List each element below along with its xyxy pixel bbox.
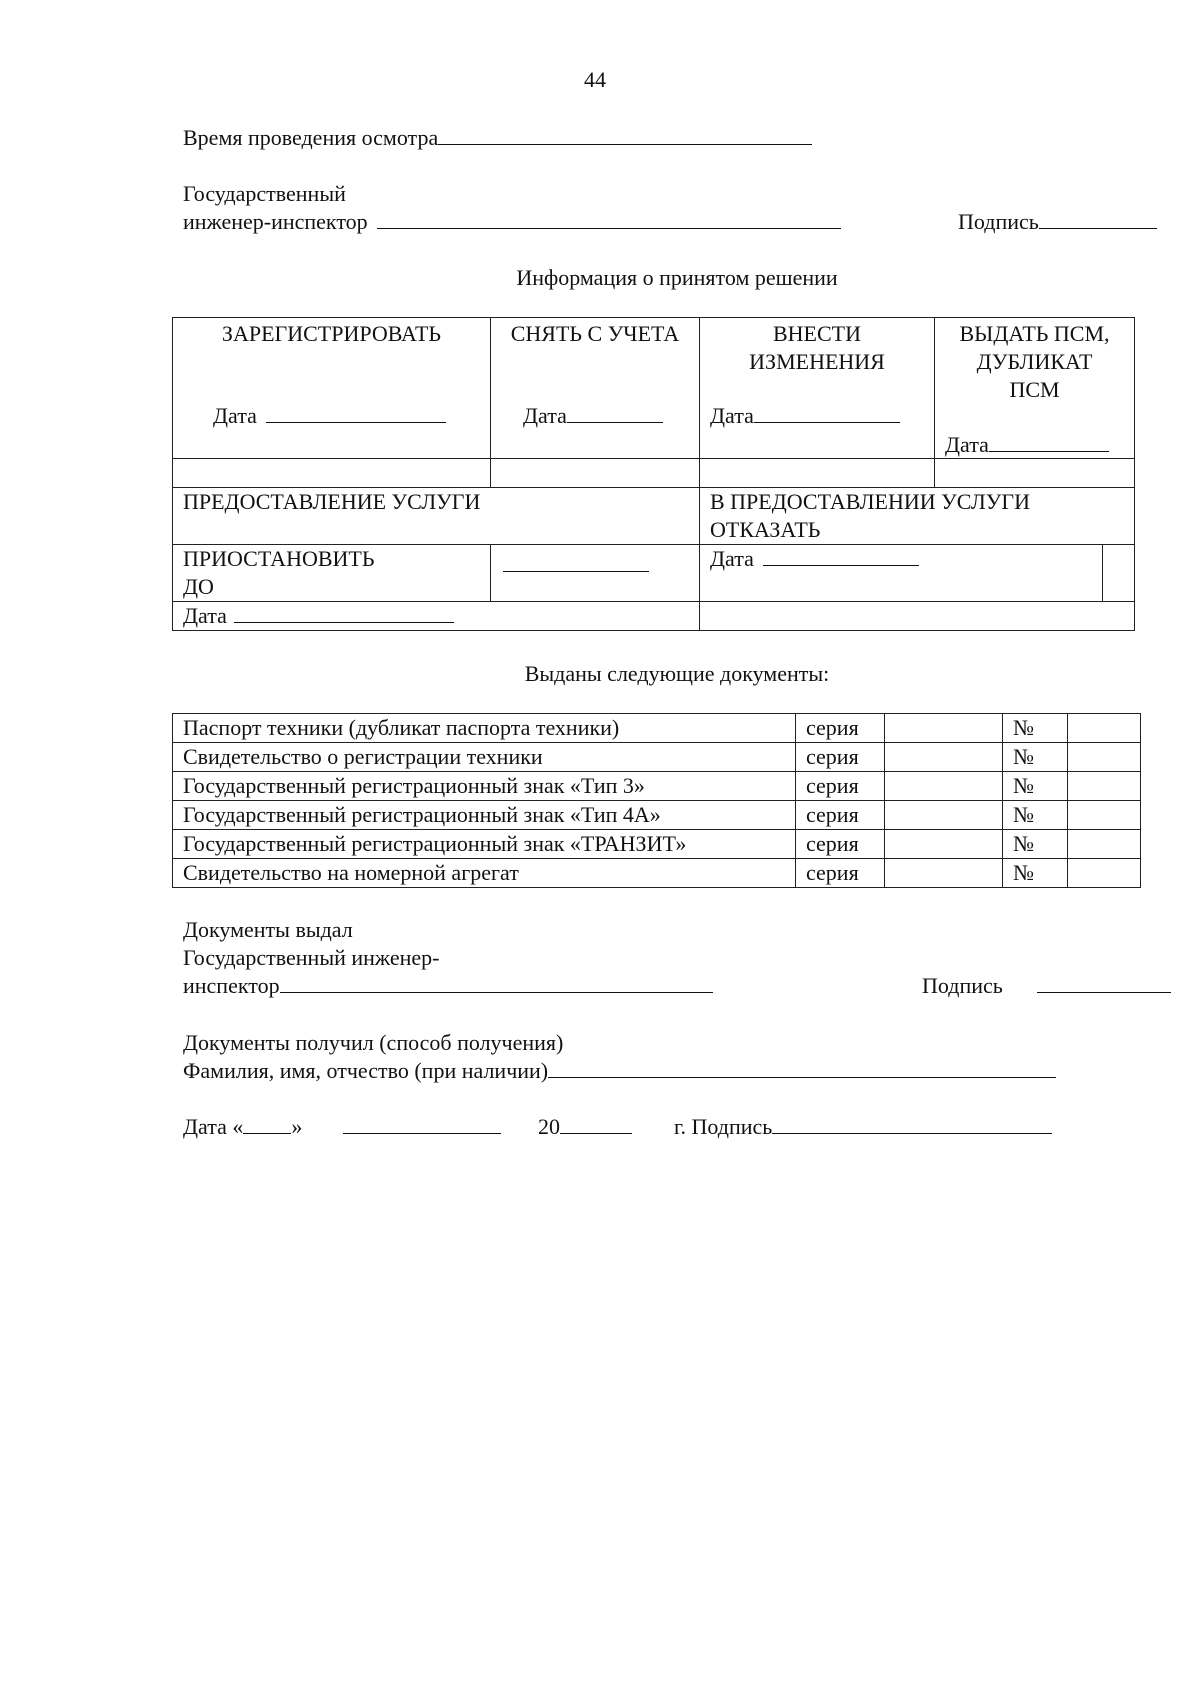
document-row [173, 772, 1141, 801]
document-name: Государственный регистрационный знак «Тип 3» [173, 772, 796, 801]
inspection-time-label: Время проведения осмотра [183, 125, 439, 150]
footer-date-prefix: Дата « [183, 1114, 244, 1139]
footer-signature-row [674, 1113, 1052, 1141]
refuse-date-field[interactable] [763, 547, 919, 566]
document-name: Паспорт техники (дубликат паспорта техники) [173, 714, 796, 743]
refuse-extra-cell[interactable] [1103, 545, 1135, 602]
footer-signature-label: г. Подпись [674, 1114, 773, 1139]
footer-date-row [183, 1113, 302, 1141]
series-label: серия [796, 859, 885, 888]
footer-day-field[interactable] [243, 1115, 291, 1134]
register-check-cell[interactable] [173, 459, 491, 488]
issue-psm-heading-line2: ДУБЛИКАТ [976, 349, 1093, 374]
service-refuse-line2: ОТКАЗАТЬ [710, 517, 821, 542]
series-value-field[interactable] [885, 859, 1003, 888]
footer-date-close: » [291, 1114, 303, 1139]
issue-psm-check-cell[interactable] [935, 459, 1135, 488]
inspection-time-row [183, 124, 812, 152]
issue-psm-cell [935, 318, 1135, 459]
issued-title: Выданы следующие документы: [524, 661, 830, 686]
suspend-date-label: Дата [183, 603, 227, 628]
number-value-field[interactable] [1068, 801, 1141, 830]
document-row [173, 859, 1141, 888]
inspector-name-field[interactable] [377, 210, 841, 229]
refuse-date-label: Дата [710, 546, 754, 571]
number-value-field[interactable] [1068, 714, 1141, 743]
document-name: Государственный регистрационный знак «Тип 4А» [173, 801, 796, 830]
inspector-row [183, 208, 841, 236]
issue-psm-date-field[interactable] [989, 433, 1109, 452]
register-date-field[interactable] [266, 404, 446, 423]
number-label: № [1003, 859, 1068, 888]
series-label: серия [796, 714, 885, 743]
footer-signature-field[interactable] [772, 1115, 1052, 1134]
deregister-heading: СНЯТЬ С УЧЕТА [510, 321, 680, 346]
document-name: Свидетельство о регистрации техники [173, 743, 796, 772]
number-value-field[interactable] [1068, 830, 1141, 859]
document-row [173, 830, 1141, 859]
refuse-date-cell [700, 545, 1103, 602]
suspend-until-cell [491, 545, 700, 602]
issuer-signature-field[interactable] [1037, 974, 1171, 993]
register-heading: ЗАРЕГИСТРИРОВАТЬ [221, 321, 442, 346]
series-value-field[interactable] [885, 714, 1003, 743]
document-row [173, 743, 1141, 772]
number-label: № [1003, 801, 1068, 830]
document-row [173, 801, 1141, 830]
deregister-cell [491, 318, 700, 459]
decision-table [172, 317, 1135, 631]
modify-date-label: Дата [710, 403, 754, 428]
series-label: серия [796, 743, 885, 772]
suspend-date-cell [173, 602, 700, 631]
issue-psm-date-label: Дата [945, 432, 989, 457]
document-name: Свидетельство на номерной агрегат [173, 859, 796, 888]
register-cell [173, 318, 491, 459]
suspend-cell [173, 545, 491, 602]
number-label: № [1003, 830, 1068, 859]
inspector-signature-row [958, 208, 1157, 236]
modify-cell [700, 318, 935, 459]
modify-check-cell[interactable] [700, 459, 935, 488]
suspend-line1: ПРИОСТАНОВИТЬ [183, 546, 375, 571]
issued-documents-table [172, 713, 1141, 888]
footer-year-row [538, 1113, 632, 1141]
series-label: серия [796, 801, 885, 830]
service-provision-label: ПРЕДОСТАВЛЕНИЕ УСЛУГИ [183, 489, 481, 514]
deregister-date-field[interactable] [567, 404, 663, 423]
inspection-time-field[interactable] [438, 126, 812, 145]
suspend-date-field[interactable] [234, 604, 454, 623]
issuer-line3: инспектор [183, 973, 280, 998]
series-value-field[interactable] [885, 772, 1003, 801]
number-value-field[interactable] [1068, 743, 1141, 772]
issuer-signature-field-wrap [1037, 972, 1171, 1000]
document-name: Государственный регистрационный знак «ТРАНЗИТ» [173, 830, 796, 859]
inspector-label-line2: инженер-инспектор [183, 209, 368, 234]
issuer-line2: Государственный инженер- [183, 945, 440, 970]
receiver-line1: Документы получил (способ получения) [183, 1030, 564, 1055]
number-value-field[interactable] [1068, 772, 1141, 801]
number-label: № [1003, 772, 1068, 801]
page-number: 44 [584, 67, 606, 92]
issue-psm-heading-line3: ПСМ [1009, 377, 1060, 402]
receiver-name-field[interactable] [548, 1059, 1056, 1078]
inspector-signature-label: Подпись [958, 209, 1039, 234]
modify-heading-line1: ВНЕСТИ [773, 321, 861, 346]
modify-date-field[interactable] [754, 404, 900, 423]
document-row [173, 714, 1141, 743]
series-value-field[interactable] [885, 830, 1003, 859]
series-label: серия [796, 830, 885, 859]
modify-heading-line2: ИЗМЕНЕНИЯ [749, 349, 885, 374]
issuer-row [183, 972, 713, 1000]
number-value-field[interactable] [1068, 859, 1141, 888]
service-provision-cell [173, 488, 700, 545]
deregister-date-label: Дата [523, 403, 567, 428]
issuer-line1: Документы выдал [183, 917, 353, 942]
receiver-row [183, 1057, 1056, 1085]
deregister-check-cell[interactable] [491, 459, 700, 488]
number-label: № [1003, 714, 1068, 743]
suspend-until-field[interactable] [503, 553, 649, 572]
footer-year-prefix: 20 [538, 1114, 560, 1139]
series-value-field[interactable] [885, 743, 1003, 772]
register-date-label: Дата [213, 403, 257, 428]
inspector-label-line1: Государственный [183, 181, 346, 206]
series-value-field[interactable] [885, 801, 1003, 830]
issuer-signature-label: Подпись [922, 973, 1003, 998]
service-refuse-cell [700, 488, 1135, 545]
footer-month-field[interactable] [343, 1115, 501, 1134]
issuer-name-field[interactable] [280, 974, 713, 993]
decision-title: Информация о принятом решении [516, 265, 838, 290]
inspector-signature-field[interactable] [1039, 210, 1157, 229]
receiver-line2: Фамилия, имя, отчество (при наличии) [183, 1058, 549, 1083]
service-refuse-line1: В ПРЕДОСТАВЛЕНИИ УСЛУГИ [710, 489, 1030, 514]
series-label: серия [796, 772, 885, 801]
footer-year-field[interactable] [560, 1115, 632, 1134]
refuse-bottom-cell[interactable] [700, 602, 1135, 631]
suspend-line2: ДО [183, 574, 214, 599]
footer-month-wrap [343, 1113, 501, 1141]
number-label: № [1003, 743, 1068, 772]
issue-psm-heading-line1: ВЫДАТЬ ПСМ, [959, 321, 1110, 346]
